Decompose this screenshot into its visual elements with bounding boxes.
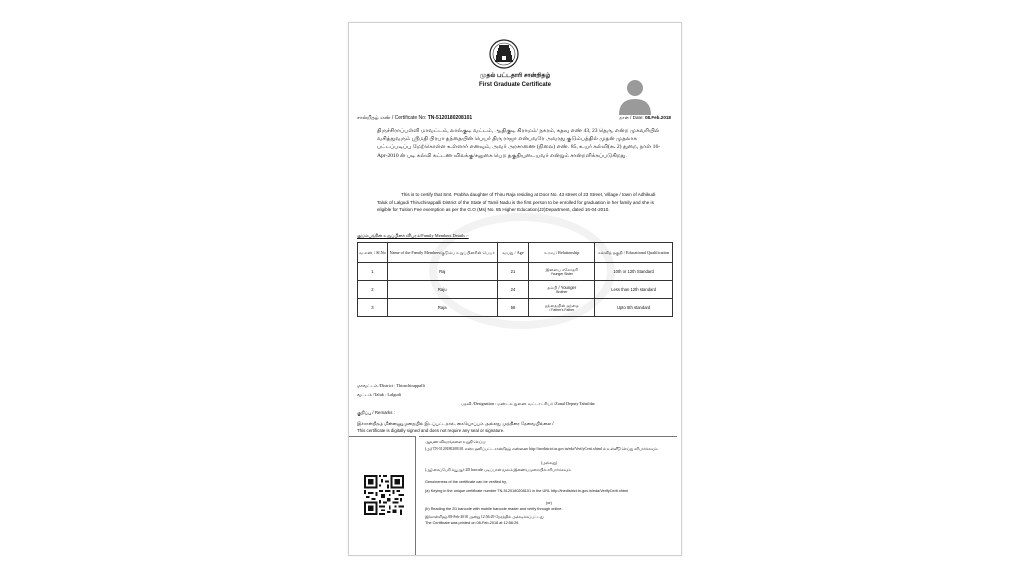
column-header-qualification: கல்வித் தகுதி / Educational Qualification xyxy=(595,243,673,263)
digital-signature-note-tamil: இச்சான்றிதழ் மின்னணுமுறையில் இடப்பட்டதால், கையொப்பம் அல்லது முத்திரை தேவையில்லை / xyxy=(357,421,554,426)
remarks-line: குறிப்பு / Remarks : xyxy=(357,410,395,415)
cell-name: Raja xyxy=(387,299,497,317)
column-header-slno: வ.எண் / Sl.No xyxy=(358,243,388,263)
cell-age: 21 xyxy=(497,263,529,281)
relationship-tamil: தம்பி / Younger xyxy=(547,284,577,290)
certificate-date xyxy=(619,115,671,121)
certificate-page xyxy=(348,22,682,556)
table-header-row xyxy=(358,243,673,263)
government-emblem-icon xyxy=(489,37,519,71)
relationship-english: / Father's Father xyxy=(549,307,575,312)
taluk-line: வட்டம் /Taluk : Lalgudi xyxy=(357,392,402,397)
column-header-age: வயது / Age xyxy=(497,243,529,263)
title-english: First Graduate Certificate xyxy=(478,82,552,88)
cell-relationship xyxy=(529,281,595,299)
qr-code-icon xyxy=(364,475,404,515)
verify-line-5: Genuineness of the certificate can be verified by, xyxy=(425,480,507,484)
relationship-tamil: இளைய சகோதரி xyxy=(545,266,579,272)
certificate-number xyxy=(357,115,472,121)
certificate-date-value: 08.Feb.2018 xyxy=(644,115,671,120)
applicant-photo-placeholder-icon xyxy=(615,75,655,115)
relationship-tamil: தந்தையின் தந்தை xyxy=(544,302,579,308)
cell-slno: 2 xyxy=(358,281,388,299)
verification-panel xyxy=(419,436,677,555)
cell-qualification: Less than 12th standard xyxy=(595,281,673,299)
verify-line-3: (அல்லது) xyxy=(540,461,558,465)
cell-qualification: 10th or 12th Standard xyxy=(595,263,673,281)
table-row xyxy=(358,281,673,299)
cell-age: 24 xyxy=(497,281,529,299)
verify-line-1: ஆவண விவரங்களை உறுதி செய்ய: xyxy=(425,440,487,444)
cell-age: 58 xyxy=(497,299,529,317)
cell-name: Raju xyxy=(387,281,497,299)
designation-line: பதவி /Designation : மண்டல துணை வட்டாட்சியர் /Zonal Deputy Tahsildar xyxy=(461,401,595,406)
table-row xyxy=(358,263,673,281)
certificate-date-label: நாள் / Date: xyxy=(619,115,644,120)
verify-line-10: The Certificate was printed on 08-Feb-2018 at 12:56:29. xyxy=(425,521,520,525)
table-row xyxy=(358,299,673,317)
digital-signature-note-english: This certificate is digitally signed and does not require any seal or signature. xyxy=(357,428,505,433)
body-paragraph-tamil: திருச்சிராப்பள்ளி மாவட்டம், லால்குடி வட்டம், ஆதிகுடி கிராமம்/ நகரம், கதவு எண் 43, 23 தெரு, என்ற முகவரியில் வசித்துவரும் ஸ்ரீமதி பிரபா தந்தையின் பெயர் திரு ராஜா என்பவரே அவரது குடும்பத்தில் முதன் முதலாக பட்டப்படிப்பு மேற்கொள்ள உள்ளார் எனவும், அவர் அரசாணை (நிலை) எண். 85, உயர் கல்வி(கூ 2) துறை, நாள் 16-Apr-2010 ன் படி கல்வி கட்டண விலக்கு/சலுகை பெற தகுதியுடையவர் என்றும் சான்றளிக்கப்படுகிறது. xyxy=(377,128,661,159)
family-details-caption: குடும்பத்தின் உறுப்பினர் விபரம்/Family Members Details :- xyxy=(357,233,469,238)
verify-line-6: (a) Keying in the unique certificate number TN-5120180208101 in the URL http://tnedistrict.tn.gov.in/eda/VerifyCerti.xhtml xyxy=(425,489,628,493)
column-header-relationship: உறவு / Relationship xyxy=(529,243,595,263)
verify-line-7: (or) xyxy=(546,501,552,505)
title-tamil: முதல் பட்டதாரி சான்றிதழ் xyxy=(479,73,551,79)
cell-qualification: Upto 5th standard xyxy=(595,299,673,317)
family-members-table xyxy=(357,242,673,317)
column-header-name: Name of the Family Members/குடும்ப உறுப்பினரின் பெயர் xyxy=(387,243,497,263)
cell-name: Raj xyxy=(387,263,497,281)
cell-relationship xyxy=(529,263,595,281)
verify-line-9: இச்சான்றிதழ் 08-Feb-2018 அன்று 12:56:29 நேரத்தில் அச்சடிக்கப்பட்டது xyxy=(425,515,544,519)
certificate-number-value: TN-5120180208101 xyxy=(427,115,473,121)
verify-line-4: (ஆ) கைப்பேசி க்யூஆர் 2D barcode படிப்பான் மூலம் இணையமுறையில் சரிபார்க்கவும். xyxy=(425,468,572,472)
cell-slno: 3 xyxy=(358,299,388,317)
cell-slno: 1 xyxy=(358,263,388,281)
verify-line-8: (b) Reading the 2D barcode with mobile barcode reader and verify through online. xyxy=(425,507,563,511)
certificate-number-label: சான்றிதழ் எண் / Certificate No: xyxy=(357,115,427,121)
body-paragraph-english: This is to certify that Smt. Prabha daughter of Thiru Raja residing at Door No. 43 street of 23 Street, Village / town of Adhikudi Taluk of Lalgudi Thiruchirappalli District of the State of Tamil Nadu is the first person to be enrolled for graduation in her family and she is eligible for Tuition Fee exemption as per the G.O (Ms) No. 85 Higher Education(J2)Department, dated 16-04-2010. xyxy=(377,192,656,213)
district-line: மாவட்டம் /District : Thiruchirappalli xyxy=(357,383,425,388)
relationship-english: Younger Sister xyxy=(550,271,573,276)
relationship-english: Brother xyxy=(556,289,568,294)
verify-line-2: (அ) TN-5120180208101 என்ற தனிப்பட்ட சான்றிதழ் எண்ணை http://tnedistrict.tn.gov.in/eda/VerifyCerti.xhtml ல் உள்ளீடு செய்து சரிபார்க்கவும். xyxy=(425,447,659,451)
cell-relationship xyxy=(529,299,595,317)
